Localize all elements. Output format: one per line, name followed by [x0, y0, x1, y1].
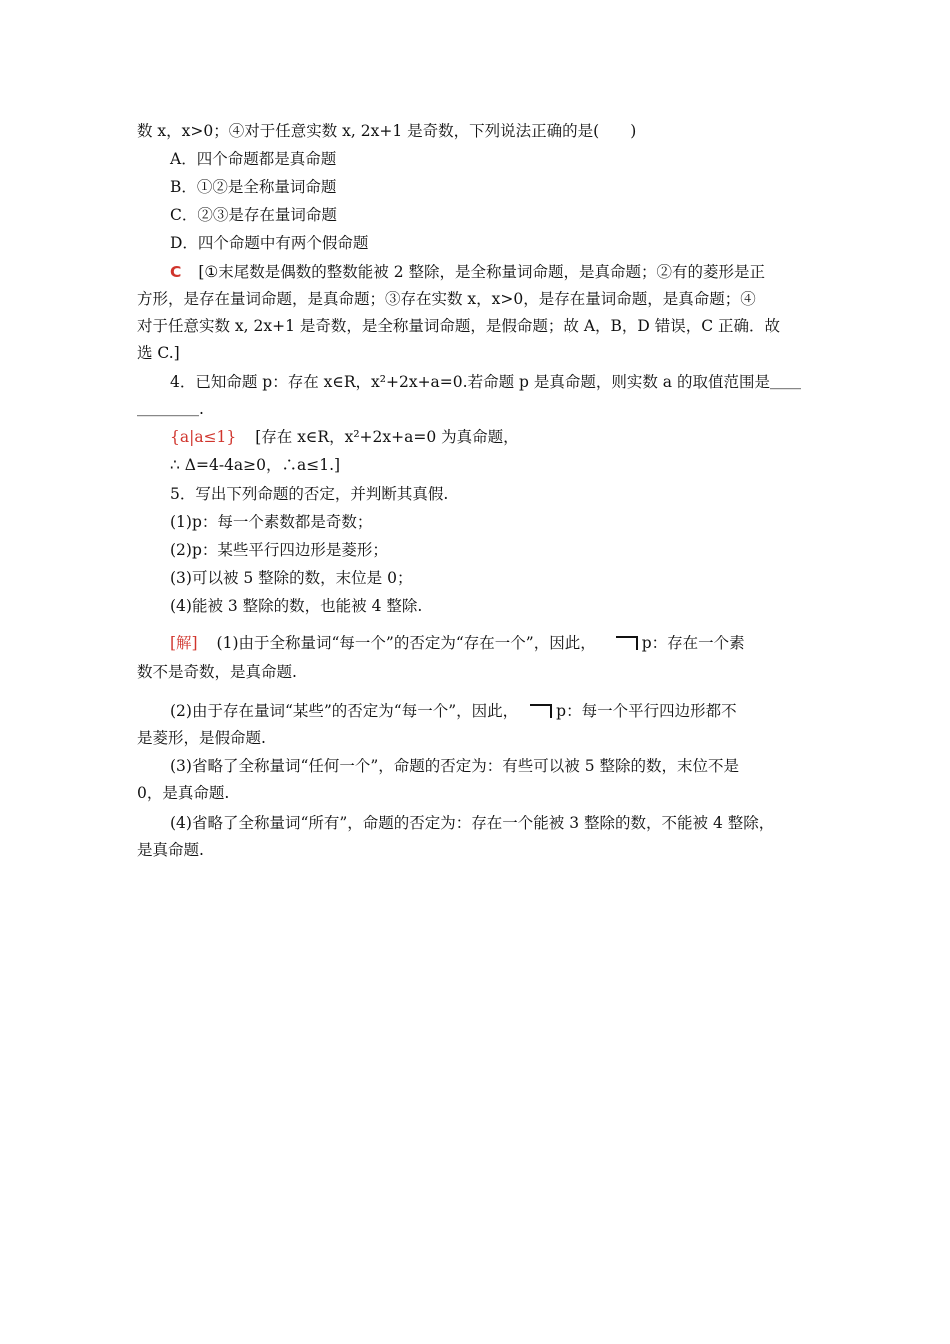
q3-explanation-1: [①末尾数是偶数的整数能被 2 整除，是全称量词命题，是真命题；②有的菱形是正: [198, 263, 765, 281]
solution-4-text-a: (4)省略了全称量词“所有”，命题的否定为：存在一个能被 3 整除的数，不能被 4 整除，: [170, 814, 775, 832]
q4-explanation-2: ∴ Δ=4-4a≥0，∴a≤1.]: [170, 456, 341, 474]
solution-tag: [解]: [170, 634, 198, 652]
q3-answer-line-1: [170, 262, 850, 282]
q4-stem: 4．已知命题 p：存在 x∈R，x²+2x+a=0.若命题 p 是真命题，则实数 a 的取值范围是＿＿: [170, 373, 801, 391]
q3-option-a: A．四个命题都是真命题: [170, 150, 337, 168]
q5-stem: 5．写出下列命题的否定，并判断其真假.: [170, 485, 449, 503]
q3-option-b: B．①②是全称量词命题: [170, 178, 337, 196]
negation-symbol: [530, 704, 552, 718]
q5-item-3: (3)可以被 5 整除的数，末位是 0；: [170, 569, 413, 587]
solution-para-1-line-1: [170, 633, 850, 653]
q4-answer-line-1: [170, 427, 850, 447]
q3-explanation-4: 选 C.]: [137, 344, 180, 362]
q3-explanation-2: 方形，是存在量词命题，是真命题；③存在实数 x，x>0，是存在量词命题，是真命题；④: [137, 290, 756, 308]
negation-symbol: [616, 636, 638, 650]
solution-3-text-a: (3)省略了全称量词“任何一个”，命题的否定为：有些可以被 5 整除的数，末位不是: [170, 757, 740, 775]
solution-2-text-b: p：每一个平行四边形都不: [556, 702, 737, 720]
q5-item-2: (2)p：某些平行四边形是菱形；: [170, 541, 388, 559]
solution-1-text-b: p：存在一个素: [641, 634, 745, 652]
q3-option-d: D．四个命题中有两个假命题: [170, 234, 369, 252]
solution-para-2-line-1: [170, 701, 850, 721]
solution-3-text-b: 0，是真命题.: [137, 784, 230, 802]
q5-item-1: (1)p：每一个素数都是奇数；: [170, 513, 373, 531]
solution-4-text-b: 是真命题.: [137, 841, 204, 859]
solution-2-text-c: 是菱形，是假命题.: [137, 729, 266, 747]
solution-1-text-c: 数不是奇数，是真命题.: [137, 663, 297, 681]
q4-explanation-1: [存在 x∈R，x²+2x+a=0 为真命题，: [255, 428, 519, 446]
q4-answer-set: {a|a≤1}: [170, 428, 237, 446]
q3-explanation-3: 对于任意实数 x, 2x+1 是奇数，是全称量词命题，是假命题；故 A，B，D 错误，C 正确．故: [137, 317, 781, 335]
solution-2-text-a: (2)由于存在量词“某些”的否定为“每一个”，因此，: [170, 702, 519, 720]
q5-item-4: (4)能被 3 整除的数，也能被 4 整除.: [170, 597, 423, 615]
q3-stem-tail: 数 x，x>0；④对于任意实数 x, 2x+1 是奇数，下列说法正确的是( ): [137, 122, 637, 140]
q4-blank: ＿＿＿＿.: [137, 400, 204, 418]
solution-1-text-a: (1)由于全称量词“每一个”的否定为“存在一个”，因此，: [216, 634, 596, 652]
q3-option-c: C．②③是存在量词命题: [170, 206, 337, 224]
q3-answer-letter: C: [170, 263, 182, 281]
